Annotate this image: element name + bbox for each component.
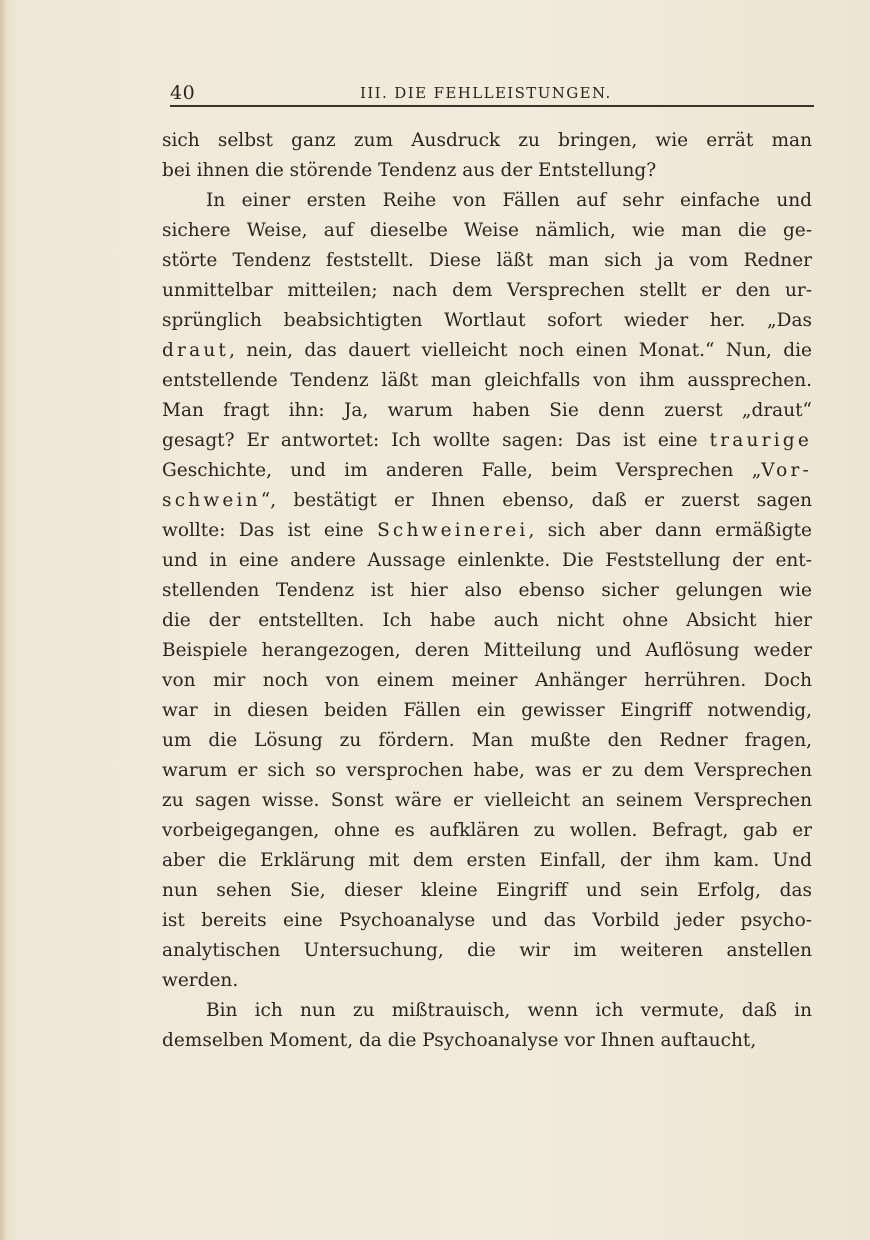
text-segment: war in diesen beiden Fällen ein gewisser Eingriff notwendig, — [162, 700, 812, 721]
text-segment: um die Lösung zu fördern. Man mußte den Redner fragen, — [162, 730, 812, 751]
text-segment: warum er sich so versprochen habe, was er zu dem Versprechen — [162, 760, 812, 781]
text-segment: stellenden Tendenz ist hier also ebenso sicher gelungen wie — [162, 580, 812, 601]
text-line — [162, 906, 812, 936]
page-number: 40 — [170, 82, 196, 104]
text-segment: zu sagen wisse. Sonst wäre er vielleicht an seinem Versprechen — [162, 790, 812, 811]
text-line — [162, 306, 812, 336]
spaced-emphasis: schwein — [162, 490, 261, 511]
text-segment: störte Tendenz feststellt. Diese läßt man sich ja vom Redner — [162, 250, 812, 271]
text-line — [162, 156, 812, 186]
text-line — [162, 186, 812, 216]
text-segment: gesagt? Er antwortet: Ich wollte sagen: Das ist eine — [162, 430, 710, 451]
text-line — [162, 876, 812, 906]
text-line — [162, 846, 812, 876]
text-line — [162, 756, 812, 786]
text-line — [162, 246, 812, 276]
text-segment: sichere Weise, auf dieselbe Weise nämlich, wie man die ge- — [162, 220, 812, 241]
text-segment: sprünglich beabsichtigten Wortlaut sofort wieder her. „Das — [162, 310, 812, 331]
text-line — [162, 426, 812, 456]
text-segment: unmittelbar mitteilen; nach dem Versprechen stellt er den ur- — [162, 280, 812, 301]
spaced-emphasis: Vor- — [761, 460, 812, 481]
text-segment: wollte: Das ist eine — [162, 520, 378, 541]
text-line — [162, 666, 812, 696]
text-line — [162, 726, 812, 756]
text-segment: werden. — [162, 970, 239, 991]
text-segment: In einer ersten Reihe von Fällen auf sehr einfache und — [206, 190, 812, 211]
text-segment: demselben Moment, da die Psychoanalyse vor Ihnen auftaucht, — [162, 1030, 757, 1051]
text-segment: aber die Erklärung mit dem ersten Einfall, der ihm kam. Und — [162, 850, 812, 871]
spaced-emphasis: draut — [162, 340, 230, 361]
text-line — [162, 126, 812, 156]
text-line — [162, 276, 812, 306]
text-segment: Man fragt ihn: Ja, warum haben Sie denn zuerst „draut“ — [162, 400, 812, 421]
text-line — [162, 816, 812, 846]
text-line — [162, 786, 812, 816]
text-segment: analytischen Untersuchung, die wir im weiteren anstellen — [162, 940, 812, 961]
text-line — [162, 456, 812, 486]
text-line — [162, 366, 812, 396]
spaced-emphasis: Schweinerei — [377, 520, 529, 541]
text-line — [162, 486, 812, 516]
spaced-emphasis: traurige — [709, 430, 812, 451]
text-segment: bei ihnen die störende Tendenz aus der Entstellung? — [162, 160, 657, 181]
text-line — [162, 966, 812, 996]
text-segment: , sich aber dann ermäßigte — [528, 520, 812, 541]
text-segment: nun sehen Sie, dieser kleine Eingriff und sein Erfolg, das — [162, 880, 812, 901]
text-line — [162, 606, 812, 636]
chapter-title: III. DIE FEHLLEISTUNGEN. — [360, 84, 612, 102]
text-line — [162, 996, 812, 1026]
paragraph — [162, 186, 812, 996]
text-line — [162, 336, 812, 366]
text-line — [162, 636, 812, 666]
text-segment: Bin ich nun zu mißtrauisch, wenn ich vermute, daß in — [206, 1000, 812, 1021]
header-rule — [170, 105, 814, 107]
text-segment: und in eine andere Aussage einlenkte. Die Feststellung der ent- — [162, 550, 812, 571]
text-segment: von mir noch von einem meiner Anhänger herrühren. Doch — [162, 670, 812, 691]
text-segment: sich selbst ganz zum Ausdruck zu bringen, wie errät man — [162, 130, 812, 151]
text-line — [162, 546, 812, 576]
paragraph — [162, 996, 812, 1056]
text-segment: die der entstellten. Ich habe auch nicht ohne Absicht hier — [162, 610, 812, 631]
paragraph — [162, 126, 812, 186]
text-segment: “, bestätigt er Ihnen ebenso, daß er zuerst sagen — [260, 490, 812, 511]
page-binding-edge — [0, 0, 6, 1240]
text-line — [162, 576, 812, 606]
text-segment: entstellende Tendenz läßt man gleichfalls von ihm aussprechen. — [162, 370, 812, 391]
body-text — [162, 126, 812, 1056]
text-segment: , nein, das dauert vielleicht noch einen Monat.“ Nun, die — [229, 340, 812, 361]
text-line — [162, 1026, 812, 1056]
text-segment: ist bereits eine Psychoanalyse und das Vorbild jeder psycho- — [162, 910, 812, 931]
text-segment: Geschichte, und im anderen Falle, beim Versprechen „ — [162, 460, 762, 481]
text-line — [162, 696, 812, 726]
text-line — [162, 216, 812, 246]
text-line — [162, 516, 812, 546]
text-line — [162, 396, 812, 426]
text-segment: Beispiele herangezogen, deren Mitteilung und Auflösung weder — [162, 640, 812, 661]
text-segment: vorbeigegangen, ohne es aufklären zu wollen. Befragt, gab er — [162, 820, 812, 841]
text-line — [162, 936, 812, 966]
